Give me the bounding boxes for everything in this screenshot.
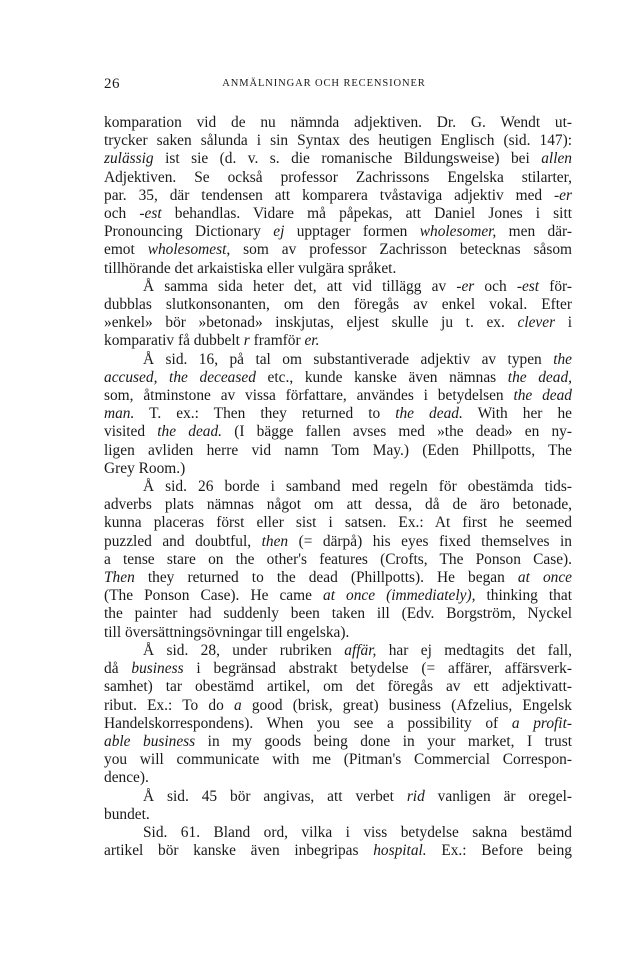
text-run: the painter had suddenly been taken ill (Edv. Borgström, Nyckel [104,605,572,623]
text-run: Å sid. 16, på tal om substantiverade adjektiv av typen [143,350,554,368]
text-line [104,605,572,623]
italic-text: -er [554,186,572,204]
text-line [104,514,572,532]
italic-text: ej [273,223,285,241]
italic-text: the dead, [507,368,573,386]
text-line [104,569,572,587]
text-run: thinking that [475,587,572,605]
text-line [104,150,572,168]
text-run: komparativ få dubbelt [104,332,244,350]
text-run: dubblas slutkonsonanten, om den föregås av enkel vokal. Efter [104,296,572,314]
text-run: »enkel» bör »betonad» inskjutas, eljest skulle ju t. ex. [104,314,518,332]
text-run: som av professor Zachrisson betecknas såsom [230,241,572,259]
text-line [104,423,572,441]
italic-text: -est [516,277,540,295]
italic-text: at once (immediately), [323,587,476,605]
text-line [104,478,572,496]
text-run: bundet. [104,805,150,823]
text-line [104,806,572,824]
italic-text: wholesomer, [419,223,497,241]
body-text [104,114,572,860]
italic-text: the dead. [395,405,463,423]
text-line [104,842,572,860]
italic-text: allen [541,150,572,168]
text-line [104,205,572,223]
text-run: puzzled and doubtful, [104,532,262,550]
italic-text: at once [517,569,572,587]
italic-text: zulässig [104,150,154,168]
text-line [104,260,572,278]
italic-text: man. [104,405,135,423]
text-run: har ej medtagits det fall, [376,641,572,659]
italic-text: accused, the deceased [104,368,256,386]
text-run: Pronouncing Dictionary [104,223,274,241]
text-line [104,751,572,769]
text-line [104,442,572,460]
italic-text: the [553,350,572,368]
text-run: With her he [462,405,572,423]
text-run: Å samma sida heter det, att vid tillägg av [143,277,457,295]
italic-text: business [131,660,184,678]
text-run: Ex.: Before being [426,842,572,860]
text-run: (The Ponson Case). He came [104,587,323,605]
text-run: Å sid. 28, under rubriken [143,641,345,659]
italic-text: clever [517,314,556,332]
text-run: samhet) tar obestämd artikel, om det föregås av ett adjektivatt- [104,678,572,696]
text-line [104,496,572,514]
text-run: a tense stare on the other's features (Crofts, The Ponson Case). [104,550,572,568]
text-run: Å sid. 26 borde i samband med regeln för obestämda tids- [143,478,572,496]
text-run: vanligen är oregel- [424,787,573,805]
text-run: tillhörande det arkaistiska eller vulgära språket. [104,259,397,277]
text-run: i begränsad abstrakt betydelse (= affärer, affärsverk- [183,660,573,678]
text-run: upptager formen [284,223,420,241]
text-line [104,678,572,696]
italic-text: then [261,532,289,550]
text-run: Handelskorrespondens). When you see a possibility of [104,714,512,732]
italic-text: -est [139,205,162,223]
text-line [104,351,572,369]
text-run: T. ex.: Then they returned to [134,405,396,423]
text-line [104,387,572,405]
text-run: dence). [104,769,149,787]
text-run: och [474,277,517,295]
text-run: adverbs plats nämnas något om att dessa, då de äro betonade, [104,496,572,514]
text-line [104,769,572,787]
text-run: you will communicate with me (Pitman's Commercial Correspon- [104,751,572,769]
text-line [104,114,572,132]
text-line [104,533,572,551]
text-line [104,187,572,205]
text-run: (I bägge fallen avses med »the dead» en ny- [222,423,572,441]
text-run: (= därpå) his eyes fixed themselves in [288,532,572,550]
italic-text: affär, [344,641,377,659]
text-run: då [104,660,132,678]
text-run: komparation vid de nu nämnda adjektiven. Dr. G. Wendt ut- [104,114,572,131]
text-run: och [104,205,140,223]
text-run: artikel bör kanske även inbegripas [104,842,374,860]
text-line [104,314,572,332]
text-line [104,223,572,241]
text-run: som, åtminstone av vissa författare, användes i betydelsen [104,387,514,405]
italic-text: able business [104,732,196,750]
text-run: emot [104,241,148,259]
text-run: visited [104,423,158,441]
italic-text: hospital. [373,842,427,860]
text-run: ist sie (d. v. s. die romanische Bildungsweise) bei [153,150,542,168]
text-line [104,551,572,569]
text-run: för- [539,277,572,295]
text-run: Adjektiven. Se också professor Zachrissons Engelska stilarter, [104,168,572,186]
text-run: ribut. Ex.: To do [104,696,234,714]
text-run: Sid. 61. Bland ord, vilka i viss betydelse sakna bestämd [143,823,572,841]
text-line [104,642,572,660]
italic-text: -er [456,277,475,295]
text-run: etc., kunde kanske även nämnas [255,368,508,386]
text-run: kunna placeras först eller sist i satsen. Ex.: At first he seemed [104,514,572,532]
text-line [104,660,572,678]
page-number: 26 [104,76,120,92]
text-line [104,788,572,806]
italic-text: r [243,332,250,350]
text-line [104,460,572,478]
text-line [104,697,572,715]
text-run: trycker saken sålunda i sin Syntax des heutigen Englisch (sid. 147): [104,132,572,150]
italic-text: rid [406,787,425,805]
text-line [104,241,572,259]
italic-text: a [233,696,242,714]
text-line [104,624,572,642]
italic-text: the dead. [157,423,223,441]
italic-text: the dead [513,387,572,405]
text-run: they returned to the dead (Phillpotts). He began [134,569,518,587]
text-run: ligen avliden herre vid namn Tom May.) (Eden Phillpotts, The [104,441,572,459]
text-line [104,332,572,350]
text-line [104,369,572,387]
text-line [104,587,572,605]
italic-text: a profit- [511,714,572,732]
text-line [104,824,572,842]
text-run: par. 35, där tendensen att komparera tvåstaviga adjektiv med [104,186,555,204]
text-line [104,132,572,150]
text-line [104,296,572,314]
text-run: men där- [496,223,572,241]
text-run: i [555,314,573,332]
text-line [104,733,572,751]
text-run: behandlas. Vidare må påpekas, att Daniel Jones i sitt [161,205,573,223]
italic-text: Then [104,569,135,587]
text-line [104,278,572,296]
running-head: ANMÄLNINGAR OCH RECENSIONER [222,78,426,89]
text-run: Å sid. 45 bör angivas, att verbet [143,787,407,805]
text-run: good (brisk, great) business (Afzelius, Engelsk [241,696,572,714]
page-header [104,76,524,96]
text-run: Grey Room.) [104,459,186,477]
text-run: framför [249,332,305,350]
text-line [104,169,572,187]
text-run: till översättningsövningar till engelska). [104,623,350,641]
text-run: in my goods being done in your market, I trust [195,732,572,750]
italic-text: wholesomest, [147,241,231,259]
text-line [104,405,572,423]
text-line [104,715,572,733]
italic-text: er. [304,332,320,350]
